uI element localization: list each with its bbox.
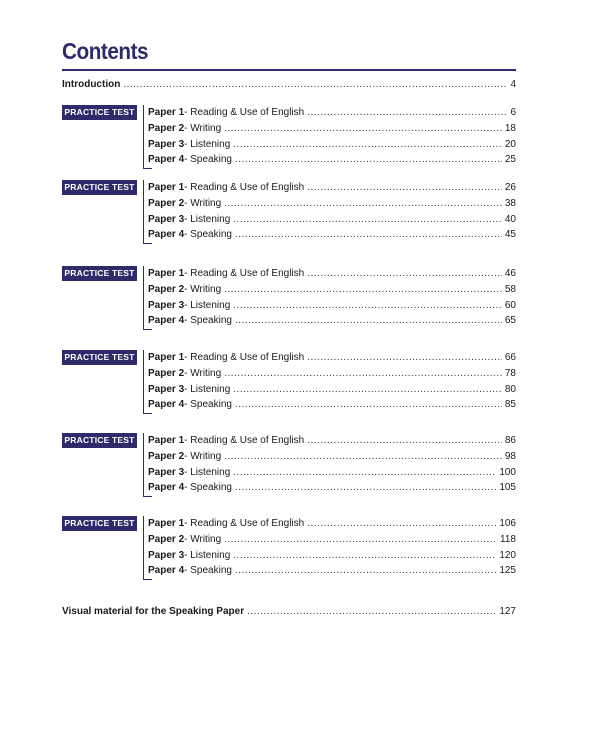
practice-test-badge: PRACTICE TEST 5 bbox=[62, 433, 137, 448]
paper-label: Paper 2 bbox=[148, 534, 185, 545]
toc-entry-paper[interactable] bbox=[148, 267, 516, 280]
toc-page-number: 46 bbox=[504, 268, 516, 279]
toc-entry-paper[interactable] bbox=[148, 153, 516, 166]
dot-leader bbox=[233, 549, 496, 562]
toc-page-number: 86 bbox=[504, 435, 516, 446]
dot-leader bbox=[224, 533, 497, 546]
paper-name: - Listening bbox=[184, 384, 231, 395]
toc-entry-paper[interactable] bbox=[148, 197, 516, 210]
toc-entry-paper[interactable] bbox=[148, 367, 516, 380]
toc-entry-paper[interactable] bbox=[148, 351, 516, 364]
paper-label: Paper 4 bbox=[148, 482, 185, 493]
toc-entry-paper[interactable] bbox=[148, 450, 516, 463]
paper-name: - Reading & Use of English bbox=[184, 435, 305, 446]
paper-label: Paper 3 bbox=[148, 467, 185, 478]
toc-page-number: 85 bbox=[504, 399, 516, 410]
practice-test-badge: PRACTICE TEST 2 bbox=[62, 180, 137, 195]
dot-leader bbox=[247, 605, 496, 618]
paper-name: - Writing bbox=[184, 123, 222, 134]
toc-entry-paper[interactable] bbox=[148, 398, 516, 411]
paper-label: Paper 2 bbox=[148, 123, 185, 134]
paper-label: Paper 3 bbox=[148, 550, 185, 561]
paper-name: - Speaking bbox=[184, 565, 232, 576]
toc-page-number: 58 bbox=[504, 284, 516, 295]
toc-entry-introduction[interactable] bbox=[62, 78, 516, 91]
paper-label: Paper 1 bbox=[148, 352, 185, 363]
paper-label: Paper 2 bbox=[148, 284, 185, 295]
toc-page-number: 100 bbox=[499, 467, 516, 478]
toc-entry-paper[interactable] bbox=[148, 466, 516, 479]
toc-page-number: 98 bbox=[504, 451, 516, 462]
paper-label: Paper 3 bbox=[148, 214, 185, 225]
toc-page-number: 38 bbox=[504, 198, 516, 209]
paper-name: - Writing bbox=[184, 368, 222, 379]
toc-entry-paper[interactable] bbox=[148, 181, 516, 194]
toc-page-number: 127 bbox=[499, 606, 516, 617]
dot-leader bbox=[224, 122, 502, 135]
toc-page-number: 4 bbox=[510, 79, 516, 90]
paper-label: Paper 3 bbox=[148, 139, 185, 150]
paper-label: Paper 3 bbox=[148, 300, 185, 311]
dot-leader bbox=[235, 153, 502, 166]
toc-page-number: 26 bbox=[504, 182, 516, 193]
paper-label: Paper 1 bbox=[148, 107, 185, 118]
dot-leader bbox=[233, 213, 502, 226]
practice-test-badge: PRACTICE TEST 1 bbox=[62, 105, 137, 120]
paper-name: - Listening bbox=[184, 300, 231, 311]
dot-leader bbox=[307, 267, 502, 280]
toc-entry-paper[interactable] bbox=[148, 299, 516, 312]
toc-entry-paper[interactable] bbox=[148, 533, 516, 546]
toc-entry-paper[interactable] bbox=[148, 122, 516, 135]
practice-test-section bbox=[62, 433, 516, 521]
paper-name: - Reading & Use of English bbox=[184, 107, 305, 118]
toc-entry-paper[interactable] bbox=[148, 549, 516, 562]
paper-name: - Writing bbox=[184, 534, 222, 545]
paper-label: Paper 2 bbox=[148, 451, 185, 462]
toc-page-number: 25 bbox=[504, 154, 516, 165]
toc-page-number: 45 bbox=[504, 229, 516, 240]
toc-entry-label: Visual material for the Speaking Paper bbox=[62, 606, 245, 617]
dot-leader bbox=[235, 228, 502, 241]
paper-name: - Reading & Use of English bbox=[184, 268, 305, 279]
toc-page-number: 125 bbox=[499, 565, 516, 576]
toc-entry-label: Introduction bbox=[62, 79, 121, 90]
toc-entry-visual-material[interactable] bbox=[62, 605, 516, 618]
toc-entry-paper[interactable] bbox=[148, 106, 516, 119]
paper-name: - Speaking bbox=[184, 315, 232, 326]
paper-name: - Speaking bbox=[184, 154, 232, 165]
dot-leader bbox=[235, 481, 496, 494]
toc-entry-paper[interactable] bbox=[148, 213, 516, 226]
paper-name: - Speaking bbox=[184, 229, 232, 240]
paper-name: - Writing bbox=[184, 198, 222, 209]
dot-leader bbox=[307, 351, 502, 364]
practice-test-badge: PRACTICE TEST 3 bbox=[62, 266, 137, 281]
paper-name: - Speaking bbox=[184, 399, 232, 410]
dot-leader bbox=[224, 283, 502, 296]
paper-name: - Reading & Use of English bbox=[184, 352, 305, 363]
dot-leader bbox=[235, 314, 502, 327]
dot-leader bbox=[123, 78, 507, 91]
page-title: Contents bbox=[62, 38, 149, 64]
paper-name: - Listening bbox=[184, 214, 231, 225]
paper-name: - Writing bbox=[184, 284, 222, 295]
practice-test-section bbox=[62, 180, 516, 268]
paper-name: - Reading & Use of English bbox=[184, 182, 305, 193]
toc-page-number: 65 bbox=[504, 315, 516, 326]
dot-leader bbox=[233, 466, 496, 479]
practice-test-section bbox=[62, 350, 516, 438]
dot-leader bbox=[224, 197, 502, 210]
paper-label: Paper 1 bbox=[148, 268, 185, 279]
paper-label: Paper 2 bbox=[148, 368, 185, 379]
toc-page-number: 80 bbox=[504, 384, 516, 395]
paper-label: Paper 1 bbox=[148, 435, 185, 446]
paper-name: - Listening bbox=[184, 139, 231, 150]
toc-entry-paper[interactable] bbox=[148, 481, 516, 494]
paper-name: - Reading & Use of English bbox=[184, 518, 305, 529]
toc-entry-paper[interactable] bbox=[148, 138, 516, 151]
toc-entry-paper[interactable] bbox=[148, 564, 516, 577]
practice-test-badge: PRACTICE TEST 4 bbox=[62, 350, 137, 365]
paper-name: - Speaking bbox=[184, 482, 232, 493]
paper-label: Paper 4 bbox=[148, 154, 185, 165]
toc-entry-paper[interactable] bbox=[148, 383, 516, 396]
toc-page-number: 120 bbox=[499, 550, 516, 561]
toc-entry-paper[interactable] bbox=[148, 517, 516, 530]
paper-label: Paper 2 bbox=[148, 198, 185, 209]
paper-label: Paper 3 bbox=[148, 384, 185, 395]
practice-test-section bbox=[62, 516, 516, 604]
practice-test-section bbox=[62, 266, 516, 354]
paper-label: Paper 1 bbox=[148, 182, 185, 193]
dot-leader bbox=[307, 434, 502, 447]
dot-leader bbox=[224, 367, 502, 380]
toc-page-number: 105 bbox=[499, 482, 516, 493]
dot-leader bbox=[233, 383, 502, 396]
paper-name: - Listening bbox=[184, 467, 231, 478]
toc-page-number: 66 bbox=[504, 352, 516, 363]
toc-page-number: 106 bbox=[499, 518, 516, 529]
paper-name: - Writing bbox=[184, 451, 222, 462]
toc-page-number: 78 bbox=[504, 368, 516, 379]
paper-label: Paper 4 bbox=[148, 399, 185, 410]
toc-entry-paper[interactable] bbox=[148, 434, 516, 447]
paper-label: Paper 4 bbox=[148, 229, 185, 240]
dot-leader bbox=[233, 299, 502, 312]
practice-test-badge: PRACTICE TEST 6 bbox=[62, 516, 137, 531]
dot-leader bbox=[307, 106, 507, 119]
toc-entry-paper[interactable] bbox=[148, 314, 516, 327]
dot-leader bbox=[224, 450, 502, 463]
toc-page-number: 40 bbox=[504, 214, 516, 225]
dot-leader bbox=[307, 517, 496, 530]
dot-leader bbox=[235, 564, 496, 577]
title-rule bbox=[62, 69, 516, 71]
toc-page-number: 20 bbox=[504, 139, 516, 150]
paper-label: Paper 4 bbox=[148, 565, 185, 576]
toc-page-number: 118 bbox=[500, 534, 516, 545]
toc-page-number: 6 bbox=[510, 107, 516, 118]
paper-label: Paper 1 bbox=[148, 518, 185, 529]
dot-leader bbox=[235, 398, 502, 411]
paper-label: Paper 4 bbox=[148, 315, 185, 326]
dot-leader bbox=[233, 138, 502, 151]
paper-name: - Listening bbox=[184, 550, 231, 561]
toc-page-number: 18 bbox=[504, 123, 516, 134]
toc-entry-paper[interactable] bbox=[148, 283, 516, 296]
dot-leader bbox=[307, 181, 502, 194]
toc-page-number: 60 bbox=[504, 300, 516, 311]
toc-entry-paper[interactable] bbox=[148, 228, 516, 241]
